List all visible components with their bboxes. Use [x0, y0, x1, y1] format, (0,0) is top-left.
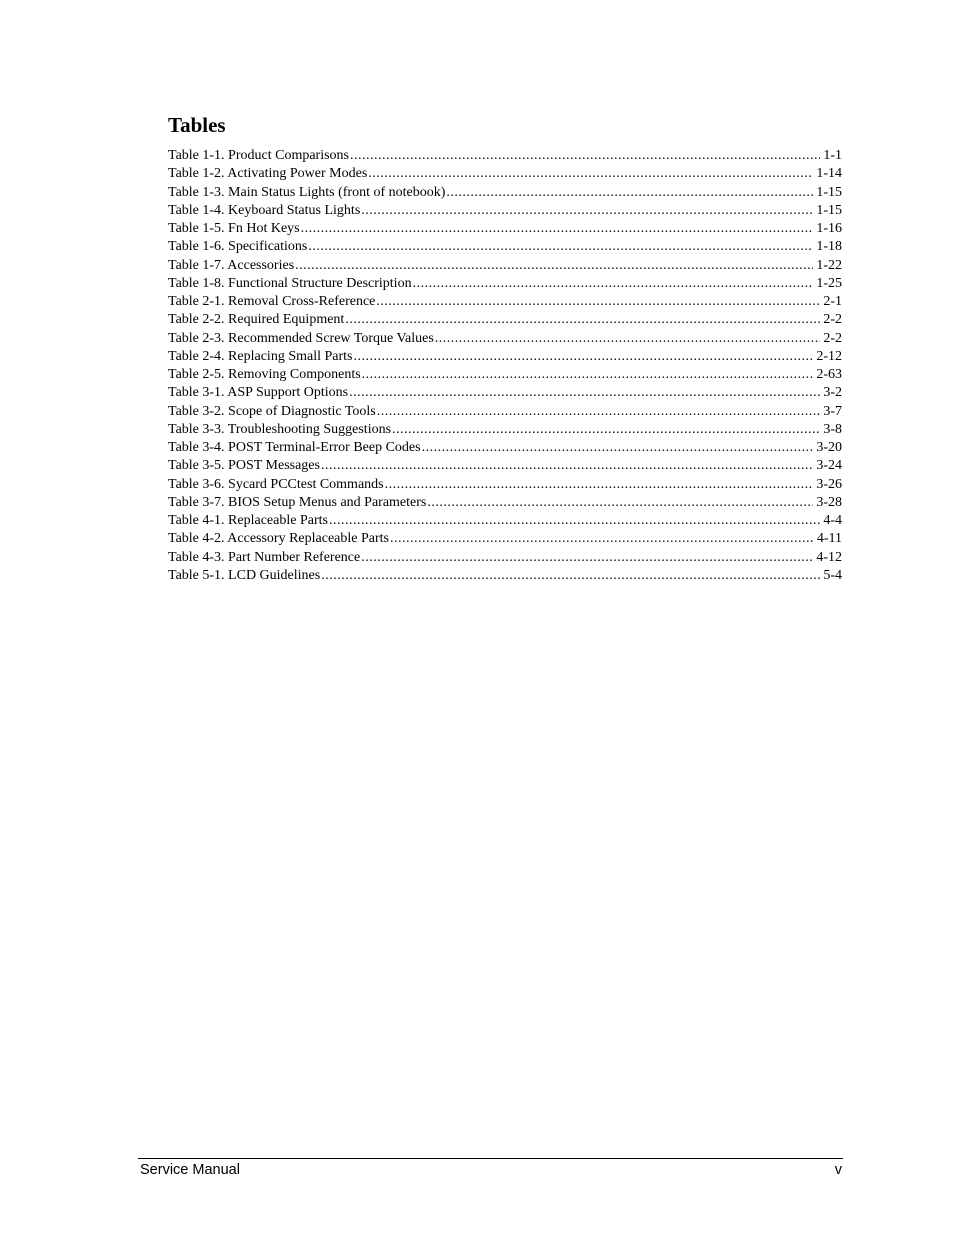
toc-dot-leader — [368, 165, 813, 183]
toc-dot-leader — [350, 147, 820, 165]
toc-dot-leader — [353, 348, 813, 366]
toc-entry[interactable] — [168, 147, 842, 165]
toc-entry-title: Table 1-2. Activating Power Modes — [168, 166, 368, 182]
toc-entry[interactable] — [168, 476, 842, 494]
toc-entry[interactable] — [168, 238, 842, 256]
toc-entry-title: Table 1-6. Specifications — [168, 239, 308, 255]
toc-entry[interactable] — [168, 202, 842, 220]
toc-entry-title: Table 4-3. Part Number Reference — [168, 549, 361, 565]
toc-entry[interactable] — [168, 293, 842, 311]
footer-page-number: v — [834, 1162, 842, 1178]
toc-dot-leader — [435, 330, 821, 348]
toc-entry-title: Table 3-6. Sycard PCCtest Commands — [168, 476, 384, 492]
toc-entry-page: 2-2 — [823, 312, 842, 328]
toc-entry-title: Table 1-1. Product Comparisons — [168, 148, 349, 163]
toc-entry[interactable] — [168, 257, 842, 275]
toc-entry-title: Table 3-5. POST Messages — [168, 458, 320, 474]
toc-entry[interactable] — [168, 366, 842, 384]
toc-entry-page: 3-2 — [823, 385, 842, 401]
toc-entry-page: 3-28 — [816, 494, 842, 510]
toc-entry-page: 3-7 — [823, 403, 842, 419]
toc-entry-page: 2-1 — [823, 294, 842, 309]
toc-entry-title: Table 1-4. Keyboard Status Lights — [168, 202, 361, 218]
toc-dot-leader — [413, 275, 814, 293]
toc-entry-page: 3-8 — [823, 421, 842, 437]
toc-entry-title: Table 4-2. Accessory Replaceable Parts — [168, 531, 389, 547]
toc-dot-leader — [349, 384, 820, 402]
toc-dot-leader — [295, 257, 813, 275]
toc-entry-title: Table 3-7. BIOS Setup Menus and Parameters — [168, 494, 427, 510]
toc-dot-leader — [390, 530, 814, 548]
toc-dot-leader — [427, 494, 813, 512]
toc-dot-leader — [377, 403, 821, 421]
toc-entry[interactable] — [168, 348, 842, 366]
tables-list — [168, 147, 842, 585]
toc-entry-page: 1-18 — [816, 239, 842, 255]
toc-dot-leader — [376, 293, 820, 311]
toc-entry-title: Table 2-5. Removing Components — [168, 367, 361, 382]
footer-divider — [138, 1158, 843, 1159]
toc-entry[interactable] — [168, 457, 842, 475]
toc-entry-title: Table 1-5. Fn Hot Keys — [168, 221, 300, 236]
toc-dot-leader — [321, 457, 813, 475]
toc-dot-leader — [308, 238, 813, 256]
toc-entry-page: 1-15 — [816, 184, 842, 200]
toc-entry[interactable] — [168, 384, 842, 402]
toc-entry-title: Table 3-4. POST Terminal-Error Beep Codes — [168, 440, 421, 455]
toc-dot-leader — [301, 220, 814, 238]
toc-entry-page: 3-20 — [816, 440, 842, 455]
toc-entry-page: 2-2 — [823, 330, 842, 346]
toc-dot-leader — [345, 311, 820, 329]
toc-entry-page: 1-15 — [816, 202, 842, 218]
toc-entry-title: Table 3-3. Troubleshooting Suggestions — [168, 421, 392, 437]
toc-entry[interactable] — [168, 567, 842, 585]
toc-entry-page: 3-26 — [816, 476, 842, 492]
toc-entry-page: 2-12 — [816, 348, 842, 364]
toc-entry[interactable] — [168, 549, 842, 567]
toc-entry-page: 1-22 — [816, 257, 842, 273]
toc-dot-leader — [362, 366, 814, 384]
toc-entry-title: Table 4-1. Replaceable Parts — [168, 513, 328, 528]
section-heading: Tables — [168, 113, 226, 137]
toc-entry[interactable] — [168, 311, 842, 329]
toc-dot-leader — [422, 439, 814, 457]
toc-entry[interactable] — [168, 184, 842, 202]
toc-entry-title: Table 2-3. Recommended Screw Torque Values — [168, 330, 434, 346]
toc-entry[interactable] — [168, 403, 842, 421]
toc-entry[interactable] — [168, 421, 842, 439]
toc-entry-page: 1-14 — [816, 166, 842, 182]
toc-entry[interactable] — [168, 220, 842, 238]
toc-dot-leader — [329, 512, 820, 530]
toc-dot-leader — [361, 202, 813, 220]
toc-entry-title: Table 1-3. Main Status Lights (front of notebook) — [168, 184, 446, 200]
toc-entry-title: Table 1-7. Accessories — [168, 257, 295, 273]
toc-entry-title: Table 2-4. Replacing Small Parts — [168, 348, 353, 364]
toc-entry[interactable] — [168, 512, 842, 530]
toc-entry-title: Table 5-1. LCD Guidelines — [168, 567, 321, 583]
toc-entry[interactable] — [168, 165, 842, 183]
toc-dot-leader — [385, 476, 814, 494]
toc-entry-page: 3-24 — [816, 458, 842, 474]
toc-dot-leader — [446, 184, 813, 202]
toc-entry-page: 5-4 — [823, 567, 842, 583]
toc-entry-page: 4-4 — [823, 513, 842, 528]
toc-entry[interactable] — [168, 494, 842, 512]
toc-entry-page: 1-1 — [823, 148, 842, 163]
toc-entry-page: 1-16 — [816, 221, 842, 236]
toc-entry-title: Table 1-8. Functional Structure Description — [168, 275, 412, 291]
toc-entry-page: 1-25 — [816, 275, 842, 291]
toc-entry[interactable] — [168, 530, 842, 548]
toc-entry-title: Table 2-1. Removal Cross-Reference — [168, 294, 376, 309]
toc-entry-title: Table 3-2. Scope of Diagnostic Tools — [168, 403, 376, 419]
toc-entry[interactable] — [168, 275, 842, 293]
toc-dot-leader — [361, 549, 813, 567]
toc-entry-page: 2-63 — [816, 367, 842, 382]
footer-document-title: Service Manual — [140, 1162, 240, 1178]
toc-entry[interactable] — [168, 330, 842, 348]
toc-entry[interactable] — [168, 439, 842, 457]
toc-dot-leader — [321, 567, 820, 585]
toc-entry-title: Table 2-2. Required Equipment — [168, 312, 345, 328]
toc-entry-page: 4-12 — [816, 549, 842, 565]
toc-entry-title: Table 3-1. ASP Support Options — [168, 385, 349, 401]
toc-dot-leader — [392, 421, 820, 439]
toc-entry-page: 4-11 — [816, 531, 842, 547]
